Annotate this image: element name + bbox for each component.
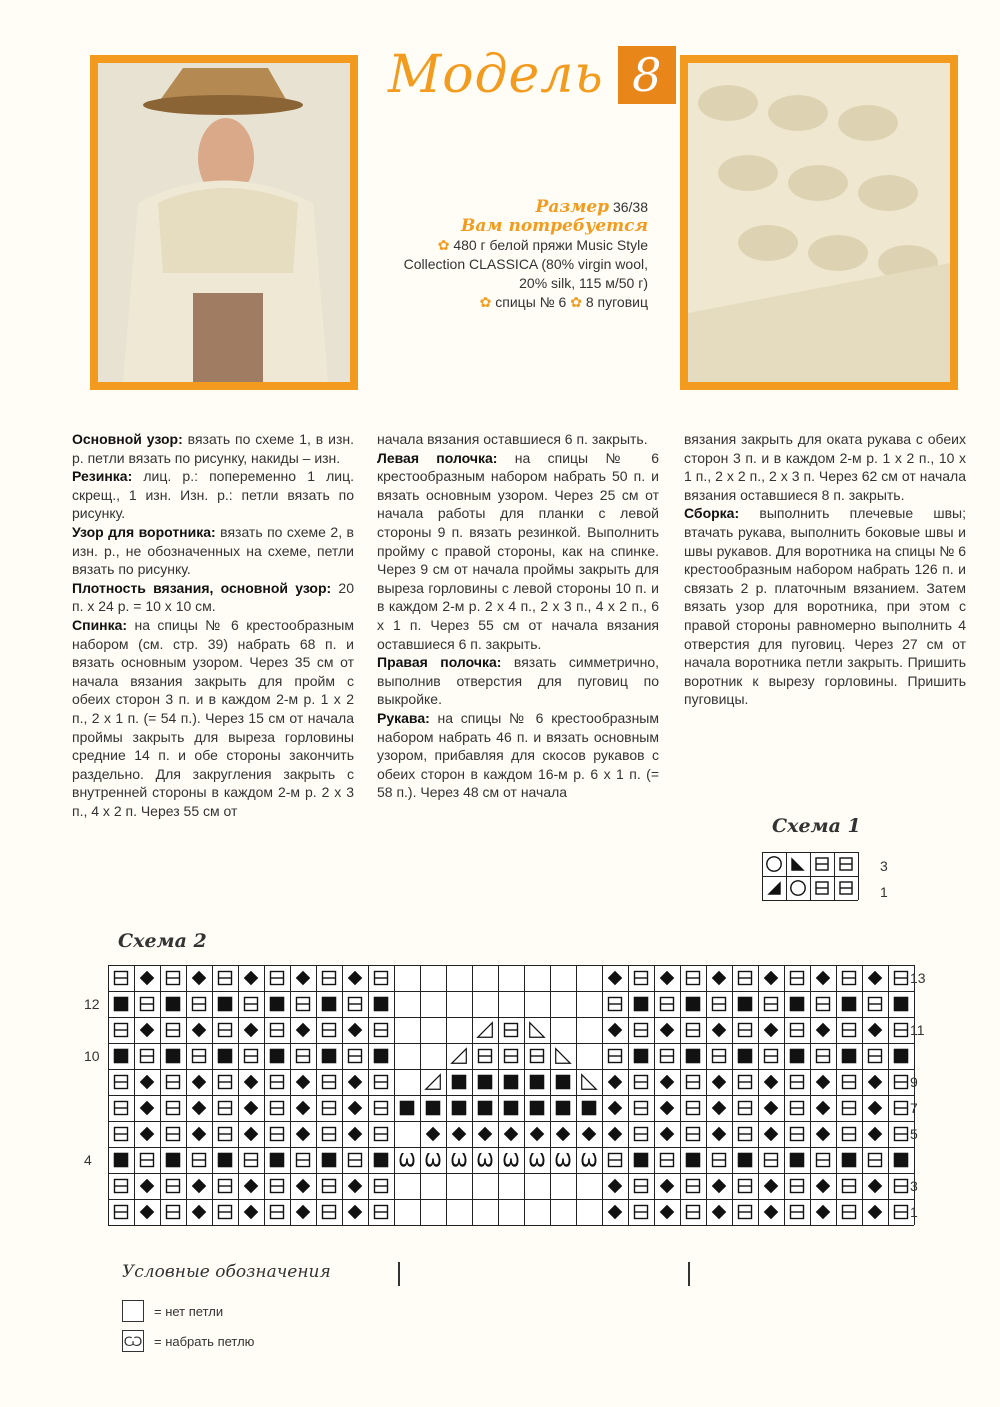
schema-1-chart (762, 852, 859, 901)
svg-text:Ѡ: Ѡ (424, 1150, 442, 1172)
square-symbol (738, 1153, 753, 1168)
square-symbol (114, 1049, 129, 1064)
svg-text:Ѡ: Ѡ (554, 1150, 572, 1172)
legend-item-no-stitch (122, 1300, 223, 1322)
buttons-text: 8 пуговиц (585, 294, 648, 310)
schema-1-title: Схема 1 (772, 815, 861, 837)
square-symbol (686, 1153, 701, 1168)
square-symbol (790, 997, 805, 1012)
square-symbol (374, 997, 389, 1012)
instruction-text: выполнить плечевые швы; втачать рукава, выполнить боковые швы и швы рукавов. Для воротника на спицы № 6 крестообразным набором набрать 126 п. и связать 2 р. платочным вязанием. Затем вязать узор для воротника, при этом с правой стороны равномерно выполнить 4 отверстия для пуговиц. Через 27 см от начала воротника петли закрыть. Пришить воротник к вырезу горловины. Пришить пуговицы. (684, 505, 966, 708)
flower-bullet-icon: ✿ (437, 237, 450, 253)
legend-item-make-stitch (122, 1330, 254, 1352)
yarn-over-icon: Ѡ (122, 1330, 144, 1352)
instruction-paragraph (72, 467, 354, 523)
instruction-heading: Основной узор: (72, 431, 183, 447)
square-symbol (634, 1153, 649, 1168)
legend-divider (688, 1262, 690, 1286)
square-symbol (270, 1153, 285, 1168)
square-symbol (634, 1049, 649, 1064)
instruction-paragraph (377, 653, 659, 709)
schema-2-chart (108, 965, 915, 1226)
schema-2-row-label: 4 (84, 1152, 92, 1168)
instruction-paragraph (377, 430, 659, 449)
yarn-text: 480 г белой пряжи Music Style Collection CLASSICA (80% virgin wool, 20% silk, 115 м/50 г) (403, 237, 648, 291)
need-label: Вам потребуется (461, 216, 648, 236)
square-symbol (504, 1075, 519, 1090)
schema-2-row-label: 9 (910, 1074, 918, 1090)
svg-text:Ѡ: Ѡ (502, 1150, 520, 1172)
square-symbol (452, 1075, 467, 1090)
square-symbol (322, 1049, 337, 1064)
instruction-text: 20 п. х 24 р. = 10 х 10 см. (72, 579, 354, 615)
square-symbol (166, 1049, 181, 1064)
instruction-paragraph (72, 523, 354, 579)
schema-2-row-label: 13 (910, 970, 926, 986)
instruction-text: вязать симметрично, выполнив отверстия для пуговиц по выкройке. (377, 654, 660, 708)
square-symbol (114, 997, 129, 1012)
instructions-column-1 (72, 430, 354, 820)
instruction-heading: Сборка: (684, 505, 740, 522)
square-symbol (114, 1153, 129, 1168)
model-photo (90, 55, 358, 390)
model-title-word: Модель (388, 45, 604, 105)
instruction-text: вязать по схеме 1, в изн. р. петли вязать по рисунку, накиды – изн. (72, 431, 354, 466)
instruction-text: на спицы № 6 крестообразным набором набрать 46 п. и вязать основным узором, прибавляя для скосов рукавов с обеих сторон в каждом 16-м р. 6 х 1 п. (= 58 п.). Через 48 см от начала (377, 709, 659, 801)
svg-text:Ѡ: Ѡ (398, 1150, 416, 1172)
square-symbol (166, 997, 181, 1012)
schema-1-row-label: 3 (880, 858, 888, 874)
schema-2-row-label: 1 (910, 1204, 918, 1220)
instruction-text: на спицы № 6 крестообразным набором набрать 50 п. и вязать основным узором. Через 25 см от начала работы для планки с левой стороны 9 п. вязать резинкой. Выполнить пройму с правой стороны, как на спинке. Через 9 см от начала проймы закрыть для выреза горловины с левой стороны 10 п. и в каждом 2-м р. 2 х 4 п., 2 х 3 п., 4 х 2 п., 6 х 1 п. Через 55 см от начала вязания оставшиеся 6 п. закрыть. (377, 449, 659, 652)
instruction-paragraph (377, 709, 659, 802)
instruction-heading: Спинка: (72, 616, 128, 633)
svg-text:Ѡ: Ѡ (580, 1150, 598, 1172)
schema-2-row-label: 10 (84, 1048, 100, 1064)
instruction-text: начала вязания оставшиеся 6 п. закрыть. (377, 431, 648, 447)
square-symbol (400, 1101, 415, 1116)
yo-symbol (425, 1151, 442, 1172)
square-symbol (218, 1049, 233, 1064)
model-number-badge: 8 (618, 46, 676, 104)
instruction-text: лиц. р.: попеременно 1 лиц. скрещ., 1 изн. Изн. р.: петли вязать по рисунку. (72, 468, 354, 522)
square-symbol (738, 1049, 753, 1064)
schema-1-row-label: 1 (880, 884, 888, 900)
yo-symbol (529, 1151, 546, 1172)
materials-info (388, 198, 648, 312)
instruction-heading: Узор для воротника: (72, 523, 216, 540)
square-symbol (894, 1049, 909, 1064)
yo-symbol (477, 1151, 494, 1172)
square-symbol (634, 997, 649, 1012)
instruction-heading: Резинка: (72, 468, 133, 485)
square-symbol (842, 1153, 857, 1168)
size-label: Размер (535, 197, 610, 217)
square-symbol (374, 1049, 389, 1064)
square-symbol (582, 1101, 597, 1116)
square-symbol (894, 1153, 909, 1168)
legend-text: = набрать петлю (154, 1333, 255, 1349)
svg-text:Ѡ: Ѡ (528, 1150, 546, 1172)
yo-symbol (399, 1151, 416, 1172)
knit-detail-photo (680, 55, 958, 390)
instruction-heading: Правая полочка: (377, 654, 502, 671)
instruction-paragraph (684, 504, 966, 709)
square-symbol (478, 1101, 493, 1116)
square-symbol (530, 1075, 545, 1090)
square-symbol (556, 1101, 571, 1116)
square-symbol (426, 1101, 441, 1116)
square-symbol (790, 1153, 805, 1168)
square-symbol (686, 997, 701, 1012)
yo-symbol (451, 1151, 468, 1172)
instruction-paragraph (72, 579, 354, 616)
square-symbol (504, 1101, 519, 1116)
instruction-text: вязать по схеме 2, в изн. р., не обозначенных на схеме, петли вязать по рисунку. (72, 523, 354, 578)
schema-2-row-label: 12 (84, 996, 100, 1012)
instruction-paragraph (377, 449, 659, 654)
schema-2-row-label: 3 (910, 1178, 918, 1194)
legend-divider (398, 1262, 400, 1286)
instruction-heading: Рукава: (377, 709, 430, 726)
square-symbol (530, 1101, 545, 1116)
square-symbol (218, 997, 233, 1012)
square-symbol (452, 1101, 467, 1116)
square-symbol (790, 1049, 805, 1064)
yo-symbol (581, 1151, 598, 1172)
instruction-paragraph (72, 616, 354, 821)
legend-text: = нет петли (154, 1303, 224, 1319)
flower-bullet-icon: ✿ (570, 294, 582, 310)
square-symbol (166, 1153, 181, 1168)
square-symbol (270, 1049, 285, 1064)
instruction-heading: Плотность вязания, основной узор: (72, 579, 332, 596)
square-symbol (556, 1075, 571, 1090)
instructions-column-2 (377, 430, 659, 802)
square-symbol (478, 1075, 493, 1090)
schema-2-title: Схема 2 (118, 930, 207, 952)
instruction-paragraph (684, 430, 966, 504)
svg-text:Ѡ: Ѡ (476, 1150, 494, 1172)
square-symbol (270, 997, 285, 1012)
instruction-text: на спицы № 6 крестообразным набором (см. стр. 39) набрать 68 п. и вязать основным узором. Через 35 см от начала вязания закрыть для пройм с обеих сторон 3 п. и в каждом 2-м р. 1 х 2 п., 2 х 1 п. (= 54 п.). Через 15 см от начала проймы закрыть для выреза горловины средние 14 п. и обе стороны закончить раздельно. Для закругления закрыть с внутренней стороны в каждом 2-м р. 2 х 3 п., 4 х 2 п. Через 55 см от (72, 616, 354, 819)
square-symbol (842, 1049, 857, 1064)
instruction-paragraph (72, 430, 354, 467)
model-title (388, 40, 676, 110)
square-symbol (374, 1153, 389, 1168)
yo-symbol (503, 1151, 520, 1172)
square-symbol (322, 997, 337, 1012)
yo-symbol (555, 1151, 572, 1172)
schema-2-row-label: 11 (910, 1022, 925, 1038)
square-symbol (842, 997, 857, 1012)
empty-cell-icon (122, 1300, 144, 1322)
square-symbol (738, 997, 753, 1012)
schema-2-row-label: 5 (910, 1126, 918, 1142)
flower-bullet-icon: ✿ (479, 294, 492, 310)
square-symbol (322, 1153, 337, 1168)
needles-text: спицы № 6 (495, 294, 567, 310)
instruction-text: вязания закрыть для оката рукава с обеих сторон 3 п. и в каждом 2-м р. 1 х 2 п., 10 х 1 п., 2 х 2 п., 2 х 3 п. Через 62 см от начала вязания оставшиеся 8 п. закрыть. (684, 431, 966, 503)
square-symbol (894, 997, 909, 1012)
square-symbol (218, 1153, 233, 1168)
instructions-column-3 (684, 430, 966, 709)
svg-text:Ѡ: Ѡ (450, 1150, 468, 1172)
legend-title: Условные обозначения (122, 1262, 331, 1282)
instruction-heading: Левая полочка: (377, 449, 498, 466)
size-value: 36/38 (612, 199, 648, 215)
schema-2-row-label: 7 (910, 1100, 918, 1116)
square-symbol (686, 1049, 701, 1064)
